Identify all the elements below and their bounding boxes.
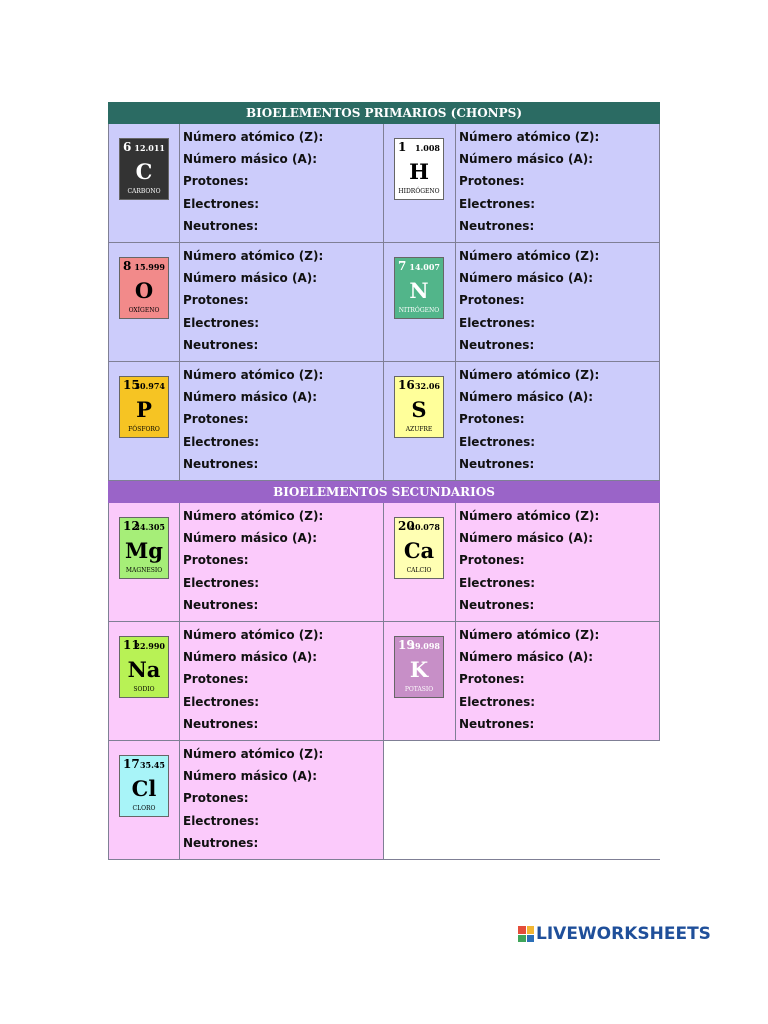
element-symbol: P [136,397,152,422]
element-tile-box [108,622,180,740]
mass-number-label: Número másico (A): [459,152,594,167]
element-mass: 39.098 [409,641,440,651]
element-symbol: K [409,657,429,682]
element-fields [180,124,384,242]
logo-square [527,935,535,943]
element-symbol: Na [127,657,161,682]
logo-text: LIVEWORKSHEETS [536,924,711,944]
element-fields [180,362,384,480]
element-fields [456,243,660,361]
neutrons-label: Neutrones: [183,337,259,352]
element-tile-box [108,243,180,361]
element-fields [456,362,660,480]
element-name: AZUFRE [405,426,433,433]
electrons-label: Electrones: [183,434,260,449]
liveworksheets-logo-icon [518,926,534,942]
element-symbol: Ca [403,538,435,563]
neutrons-label: Neutrones: [183,597,259,612]
neutrons-label: Neutrones: [459,716,535,731]
element-symbol: S [411,397,427,422]
protons-label: Protones: [183,672,249,687]
element-name: SODIO [133,686,155,693]
element-mass: 30.974 [134,381,165,391]
table-row [108,124,660,243]
element-name: CLORO [132,805,156,812]
element-symbol: C [135,159,153,184]
element-number: 12 [123,519,140,533]
element-tile-box [108,741,180,859]
element-tile [394,138,444,200]
element-tile-box [108,362,180,480]
element-mass: 35.45 [139,760,165,770]
electrons-label: Electrones: [183,196,260,211]
element-tile [119,257,169,319]
secondary-header: BIOELEMENTOS SECUNDARIOS [108,481,660,503]
element-name: OXÍGENO [128,307,160,314]
logo-square [518,935,526,943]
element-number: 16 [398,378,415,392]
element-fields [456,124,660,242]
element-number: 6 [123,140,132,154]
element-number: 15 [123,378,140,392]
table-row [108,362,660,481]
element-tile-box [384,362,456,480]
mass-number-label: Número másico (A): [183,390,318,405]
bioelements-table [108,102,660,860]
element-cell [384,362,660,481]
element-tile [119,376,169,438]
element-mass: 40.078 [409,522,440,532]
protons-label: Protones: [459,293,525,308]
element-symbol: Cl [131,776,157,801]
element-number: 8 [123,259,132,273]
protons-label: Protones: [183,553,249,568]
element-mass: 24.305 [134,522,165,532]
element-name: POTASIO [404,686,434,693]
element-tile-box [384,622,456,740]
mass-number-label: Número másico (A): [183,271,318,286]
protons-label: Protones: [183,293,249,308]
mass-number-label: Número másico (A): [459,650,594,665]
liveworksheets-logo [518,924,711,944]
element-fields [456,622,660,740]
table-row [108,741,660,860]
atomic-number-label: Número atómico (Z): [183,249,324,263]
element-mass: 22.990 [134,641,165,651]
protons-label: Protones: [183,174,249,189]
element-name: CALCIO [406,567,432,574]
element-tile [394,636,444,698]
electrons-label: Electrones: [183,694,260,709]
element-number: 17 [123,757,140,771]
atomic-number-label: Número atómico (Z): [183,509,324,523]
electrons-label: Electrones: [459,315,536,330]
element-tile-box [108,503,180,621]
atomic-number-label: Número atómico (Z): [459,130,600,144]
mass-number-label: Número másico (A): [183,152,318,167]
element-cell [108,503,384,622]
mass-number-label: Número másico (A): [183,650,318,665]
electrons-label: Electrones: [183,315,260,330]
electrons-label: Electrones: [459,575,536,590]
element-name: NITRÓGENO [398,307,440,314]
protons-label: Protones: [183,791,249,806]
element-tile [394,257,444,319]
element-cell [384,503,660,622]
neutrons-label: Neutrones: [183,456,259,471]
table-row [108,503,660,622]
element-name: CARBONO [127,188,161,195]
element-number: 7 [398,259,407,273]
atomic-number-label: Número atómico (Z): [459,368,600,382]
element-cell [384,622,660,741]
electrons-label: Electrones: [459,196,536,211]
primary-rows [108,124,660,481]
electrons-label: Electrones: [183,575,260,590]
element-tile [394,517,444,579]
element-symbol: H [409,159,429,184]
neutrons-label: Neutrones: [459,218,535,233]
neutrons-label: Neutrones: [183,716,259,731]
neutrons-label: Neutrones: [459,597,535,612]
element-fields [180,622,384,740]
element-cell [108,362,384,481]
atomic-number-label: Número atómico (Z): [183,747,324,761]
element-name: HIDRÓGENO [398,188,440,195]
element-cell [108,124,384,243]
neutrons-label: Neutrones: [459,337,535,352]
atomic-number-label: Número atómico (Z): [459,249,600,263]
element-tile [119,755,169,817]
atomic-number-label: Número atómico (Z): [459,628,600,642]
atomic-number-label: Número atómico (Z): [183,628,324,642]
element-number: 20 [398,519,415,533]
element-symbol: N [409,278,429,303]
element-tile [119,636,169,698]
element-tile-box [384,243,456,361]
element-fields [180,503,384,621]
electrons-label: Electrones: [459,434,536,449]
primary-header: BIOELEMENTOS PRIMARIOS (CHONPS) [108,102,660,124]
logo-square [527,926,535,934]
element-cell [384,124,660,243]
protons-label: Protones: [459,412,525,427]
protons-label: Protones: [459,672,525,687]
element-cell [108,622,384,741]
element-tile-box [384,503,456,621]
mass-number-label: Número másico (A): [459,531,594,546]
element-tile [119,138,169,200]
mass-number-label: Número másico (A): [183,769,318,784]
element-tile-box [384,124,456,242]
mass-number-label: Número másico (A): [459,271,594,286]
element-symbol: O [134,278,154,303]
element-symbol: Mg [125,538,163,563]
electrons-label: Electrones: [459,694,536,709]
electrons-label: Electrones: [183,813,260,828]
protons-label: Protones: [459,174,525,189]
neutrons-label: Neutrones: [183,835,259,850]
atomic-number-label: Número atómico (Z): [459,509,600,523]
element-cell [384,243,660,362]
element-mass: 14.007 [409,262,440,272]
neutrons-label: Neutrones: [459,456,535,471]
element-fields [456,503,660,621]
atomic-number-label: Número atómico (Z): [183,130,324,144]
element-fields [180,741,384,859]
logo-square [518,926,526,934]
element-mass: 1.008 [414,143,440,153]
element-tile [394,376,444,438]
element-number: 1 [398,140,407,154]
element-cell [108,243,384,362]
element-cell [384,741,660,860]
element-tile-box [108,124,180,242]
table-row [108,622,660,741]
element-tile [119,517,169,579]
element-name: FÓSFORO [128,426,160,433]
protons-label: Protones: [459,553,525,568]
protons-label: Protones: [183,412,249,427]
element-name: MAGNESIO [125,567,163,574]
element-cell [108,741,384,860]
table-row [108,243,660,362]
element-mass: 15.999 [134,262,165,272]
atomic-number-label: Número atómico (Z): [183,368,324,382]
element-number: 19 [398,638,415,652]
mass-number-label: Número másico (A): [183,531,318,546]
element-fields [180,243,384,361]
element-mass: 32.06 [414,381,440,391]
mass-number-label: Número másico (A): [459,390,594,405]
neutrons-label: Neutrones: [183,218,259,233]
secondary-rows [108,503,660,860]
element-mass: 12.011 [134,143,165,153]
element-number: 11 [123,638,140,652]
